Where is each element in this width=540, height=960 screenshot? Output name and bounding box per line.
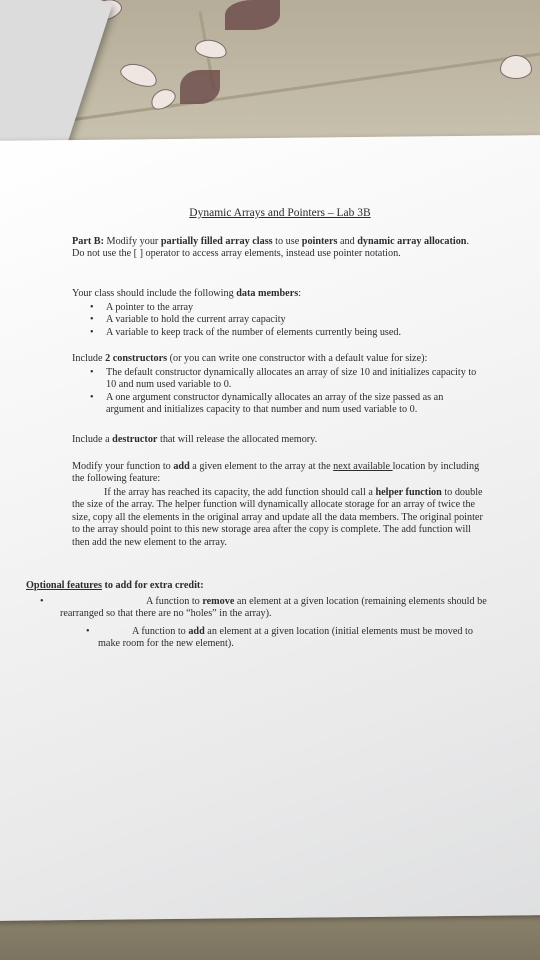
text-span: A function to [132,626,189,637]
optional-features-heading [26,580,466,592]
bold-span: add [173,461,190,472]
data-members-list [84,302,484,339]
bold-span: destructor [112,434,158,445]
list-item [84,302,484,314]
bold-span: helper function [375,487,442,498]
data-members-intro [72,288,472,300]
list-item-text: A variable to keep track of the number of elements currently being used. [106,326,402,338]
text-span: Modify your [103,236,161,247]
text-span: an element at a given location (remaining elements should be rearranged so that there are no “holes” in the array). [60,596,487,620]
add-function-paragraph [72,461,490,486]
page-title: Dynamic Arrays and Pointers – Lab 3B [189,207,371,219]
text-span: If the array has reached its capacity, the add function should call a [104,487,376,498]
bold-span: data members [236,288,299,299]
text-span: . Do not use the [ ] operator to access array elements, instead use pointer notation. [72,236,470,260]
list-item-text: A variable to hold the current array capacity [106,314,286,326]
list-item [84,392,482,417]
list-item [84,314,484,326]
text-span: to use [272,236,302,247]
text-span: and [337,236,358,247]
text-span: Include [72,353,106,364]
list-item-text: The default constructor dynamically allocates an array of size 10 and initializes capacity to 10 and num used variable to 0. [106,367,477,391]
underlined-span: next available [333,461,393,472]
bold-span: dynamic array allocation [357,236,467,247]
bullet-icon: • [86,626,90,637]
bold-span: add [188,626,205,637]
bullet-icon: • [90,391,94,403]
text-span: to double the size of the array. The helper function will dynamically allocate storage for an array of twice the size, copy all the elements in the original array and update all the data members. The original pointer to the array should point to this new storage area after the copy is complete. The add function will then add the new element to the array. [72,487,483,548]
section-heading: Optional features [26,580,102,591]
bold-span: 2 constructors [105,353,168,364]
bullet-icon: • [90,326,94,338]
bold-span: to add for extra credit: [101,580,204,591]
constructors-list [84,367,482,417]
text-span: that will release the allocated memory. [157,434,318,445]
text-span: : [298,288,302,299]
text-span: Your class should include the following [72,288,237,299]
bullet-icon: • [90,367,94,378]
bold-span: remove [202,596,235,607]
bullet-icon: • [90,314,94,326]
bold-span: partially filled array class [160,236,273,247]
constructors-intro [72,353,482,365]
text-span: (or you can write one constructor with a default value for size): [167,353,428,364]
part-b-paragraph [72,236,472,261]
text-span: a given element to the array at the [189,461,334,472]
list-item [84,327,484,339]
optional-item-add [86,626,493,651]
destructor-paragraph [72,434,472,446]
bullet-icon: • [40,596,44,607]
text-span: Include a [72,434,113,445]
optional-item-remove [40,596,490,621]
list-item-text: A one argument constructor dynamically allocates an array of the size passed as an argument and initializes capacity to that number and num used variable to 0. [106,391,444,416]
text-span: an element at a given location (initial elements must be moved to make room for the new element). [98,626,473,650]
text-span: A function to [146,596,203,607]
bold-span: pointers [301,236,338,247]
text-span: location by including the following feature: [72,461,480,485]
text-span: Modify your function to [72,461,174,472]
helper-function-paragraph [72,487,484,549]
list-item-text: A pointer to the array [106,302,194,313]
list-item [84,367,482,392]
bullet-icon: • [90,302,94,313]
part-b-label: Part B: [72,236,104,247]
